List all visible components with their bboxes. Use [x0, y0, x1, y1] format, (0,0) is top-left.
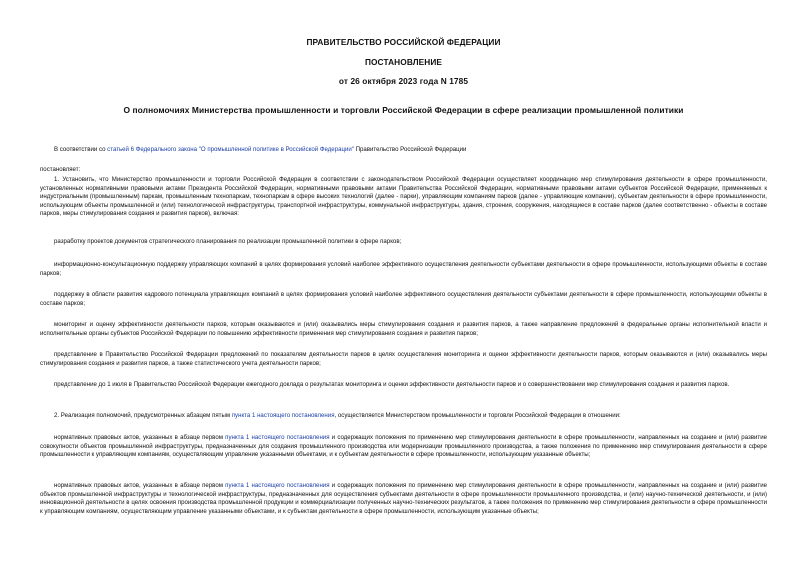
list-item: поддержку в области развития кадрового потенциала управляющих компаний в целях формирования условий наиболее эффективного осуществления деятельности субъектами деятельности в сфере промышленности, использующими объекты в составе парков; [40, 291, 767, 307]
list-item [40, 434, 767, 460]
list-item: мониторинг и оценку эффективности деятельности парков, которым оказываются и (или) оказывались меры стимулирования создания и развития парков, а также направление предложений в федеральные органы исполнительной власти и исполнительные органы субъектов Российской Федерации по повышению эффективности применения мер стимулирования создания и развития парков; [40, 321, 767, 337]
document-title: О полномочиях Министерства промышленности и торговли Российской Федерации в сфере реализации промышленной политики [123, 105, 684, 115]
clause-link[interactable]: пункта 1 настоящего постановления [225, 434, 330, 441]
p2-text: 2. Реализация полномочий, предусмотренных абзацем пятым [54, 412, 232, 419]
item-text: нормативных правовых актов, указанных в абзаце первом [54, 482, 226, 489]
list-item [40, 482, 767, 516]
list-item: представление в Правительство Российской Федерации предложений по показателям деятельности парков в целях осуществления мониторинга и оценки эффективности деятельности парков, которым оказываются и (или) оказывались меры стимулирования создания и развития парков, а также статистического учета деятельности парков; [40, 351, 767, 367]
paragraph-2 [40, 412, 767, 421]
item-text: нормативных правовых актов, указанных в абзаце первом [54, 434, 226, 441]
doc-type-heading: ПОСТАНОВЛЕНИЕ [364, 57, 443, 67]
preamble-text-end: Правительство Российской Федерации [353, 146, 467, 153]
clause-link[interactable]: пункта 1 настоящего постановления [231, 412, 335, 419]
government-heading: ПРАВИТЕЛЬСТВО РОССИЙСКОЙ ФЕДЕРАЦИИ [306, 37, 501, 47]
list-item: разработку проектов документов стратегического планирования по реализации промышленной политики в сфере парков; [54, 238, 402, 245]
decides: постановляет: [40, 166, 81, 173]
preamble [40, 146, 767, 155]
preamble-text: В соответствии со [54, 146, 108, 153]
law-link[interactable]: статьей 6 Федерального закона "О промышленной политике в Российской Федерации" [107, 146, 354, 153]
list-item: представление до 1 июля в Правительство Российской Федерации ежегодного доклада о результатах мониторинга и оценки эффективности деятельности парков и о совершенствовании мер стимулирования создания и развития парков. [54, 381, 730, 388]
item-text-end: и содержащих положения по применению мер стимулирования деятельности в сфере промышленности, направленных на создание и (или) развитие объектов промышленной инфраструктуры и технологической инфраструктуры, предназначенных для осуществления субъектами деятельности в сфере промышленности промышленного производства, и (или) научно-технической деятельности, и (или) инновационной деятельности в целях освоения производства промышленной продукции и коммерциализации полученных научно-технических результатов, а также положения по применению мер стимулирования деятельности в сфере промышленности к управляющим компаниям, осуществляющим управление указанными объектами, и к субъектам деятельности в сфере промышленности, использующим указанные объекты; [40, 482, 767, 515]
list-item: информационно-консультационную поддержку управляющих компаний в целях формирования условий наиболее эффективного осуществления деятельности субъектами деятельности в сфере промышленности, использующими объекты в составе парков; [40, 261, 767, 277]
paragraph-1: 1. Установить, что Министерство промышленности и торговли Российской Федерации в соответствии с законодательством Российской Федерации осуществляет координацию мер стимулирования деятельности в сфере промышленности, установленных нормативными правовыми актами Президента Российской Федерации, нормативными правовыми актами Правительства Российской Федерации, нормативными правовыми актами субъектов Российской Федерации, применяемых к индустриальным (промышленным) паркам, промышленным технопаркам, технопаркам в сфере высоких технологий (далее - парки), управляющим компаниям парков (далее - управляющие компании), субъектам деятельности в сфере промышленности, использующим объекты промышленной и (или) технологической инфраструктуры, транспортной инфраструктуры, коммунальной инфраструктуры, здания, строения, сооружения, находящиеся в составе парков (далее соответственно - объекты в составе парков, меры стимулирования создания и развития парков), включая: [40, 176, 767, 218]
item-text-end: и содержащих положения по применению мер стимулирования деятельности в сфере промышленности, направленных на создание и (или) развитие совокупности объектов промышленной инфраструктуры, предназначенных для создания промышленного производства или модернизации промышленного производства, а также положения по применению мер стимулирования деятельности в сфере промышленности к управляющим компаниям, осуществляющим управление указанными объектами, и к субъектам деятельности в сфере промышленности, использующим указанные объекты; [40, 434, 767, 459]
date-number-heading: от 26 октября 2023 года N 1785 [338, 76, 469, 86]
p2-text-end: , осуществляется Министерством промышленности и торговли Российской Федерации в отношении: [334, 412, 621, 419]
clause-link[interactable]: пункта 1 настоящего постановления [225, 482, 330, 489]
